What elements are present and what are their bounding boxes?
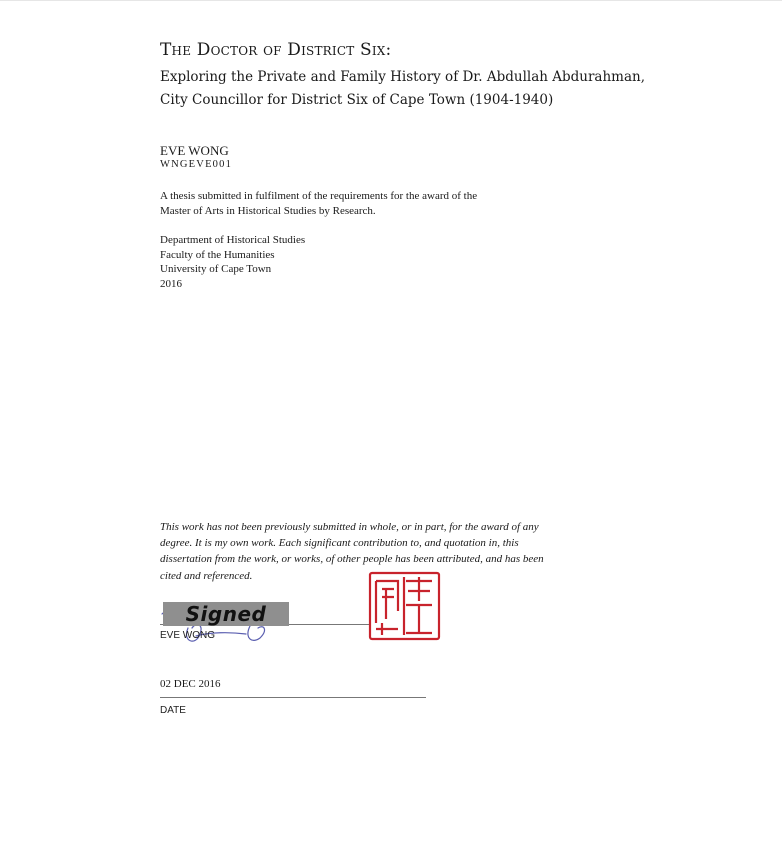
author-block (160, 143, 232, 172)
signatory-name: EVE WONG (160, 630, 216, 641)
declaration-line-1: This work has not been previously submitted in whole, or in part, for the award of any (160, 521, 539, 533)
red-seal-stamp-icon (368, 571, 441, 641)
subtitle-line-2: City Councillor for District Six of Cape Town (1904-1940) (160, 92, 554, 108)
title-block (160, 40, 760, 112)
thesis-statement-line-1: A thesis submitted in fulfilment of the requirements for the award of the (160, 190, 478, 202)
signature-redaction-box: Signed (163, 602, 289, 626)
thesis-statement-line-2: Master of Arts in Historical Studies by Research. (160, 205, 376, 217)
declaration-line-3: dissertation from the work, or works, of other people has been attributed, and has been (160, 553, 544, 566)
author-name: EVE WONG (160, 143, 229, 158)
signature-date: 02 DEC 2016 (160, 678, 221, 690)
thesis-title: The Doctor of District Six: (160, 40, 392, 60)
date-label: DATE (160, 705, 186, 716)
thesis-statement (160, 189, 580, 219)
thesis-year: 2016 (160, 277, 182, 290)
student-id: WNGEVE001 (160, 159, 233, 170)
declaration-line-4: cited and referenced. (160, 569, 253, 582)
declaration-line-2: degree. It is my own work. Each significant contribution to, and quotation in, this (160, 537, 519, 550)
university-name: University of Cape Town (160, 263, 272, 276)
date-line (160, 697, 426, 698)
faculty-name: Faculty of the Humanities (160, 248, 275, 261)
department-block (160, 233, 305, 291)
subtitle-line-1: Exploring the Private and Family History of Dr. Abdullah Abdurahman, (160, 69, 646, 85)
department-name: Department of Historical Studies (160, 234, 306, 246)
thesis-subtitle (160, 66, 760, 112)
page-top-edge (0, 0, 782, 1)
